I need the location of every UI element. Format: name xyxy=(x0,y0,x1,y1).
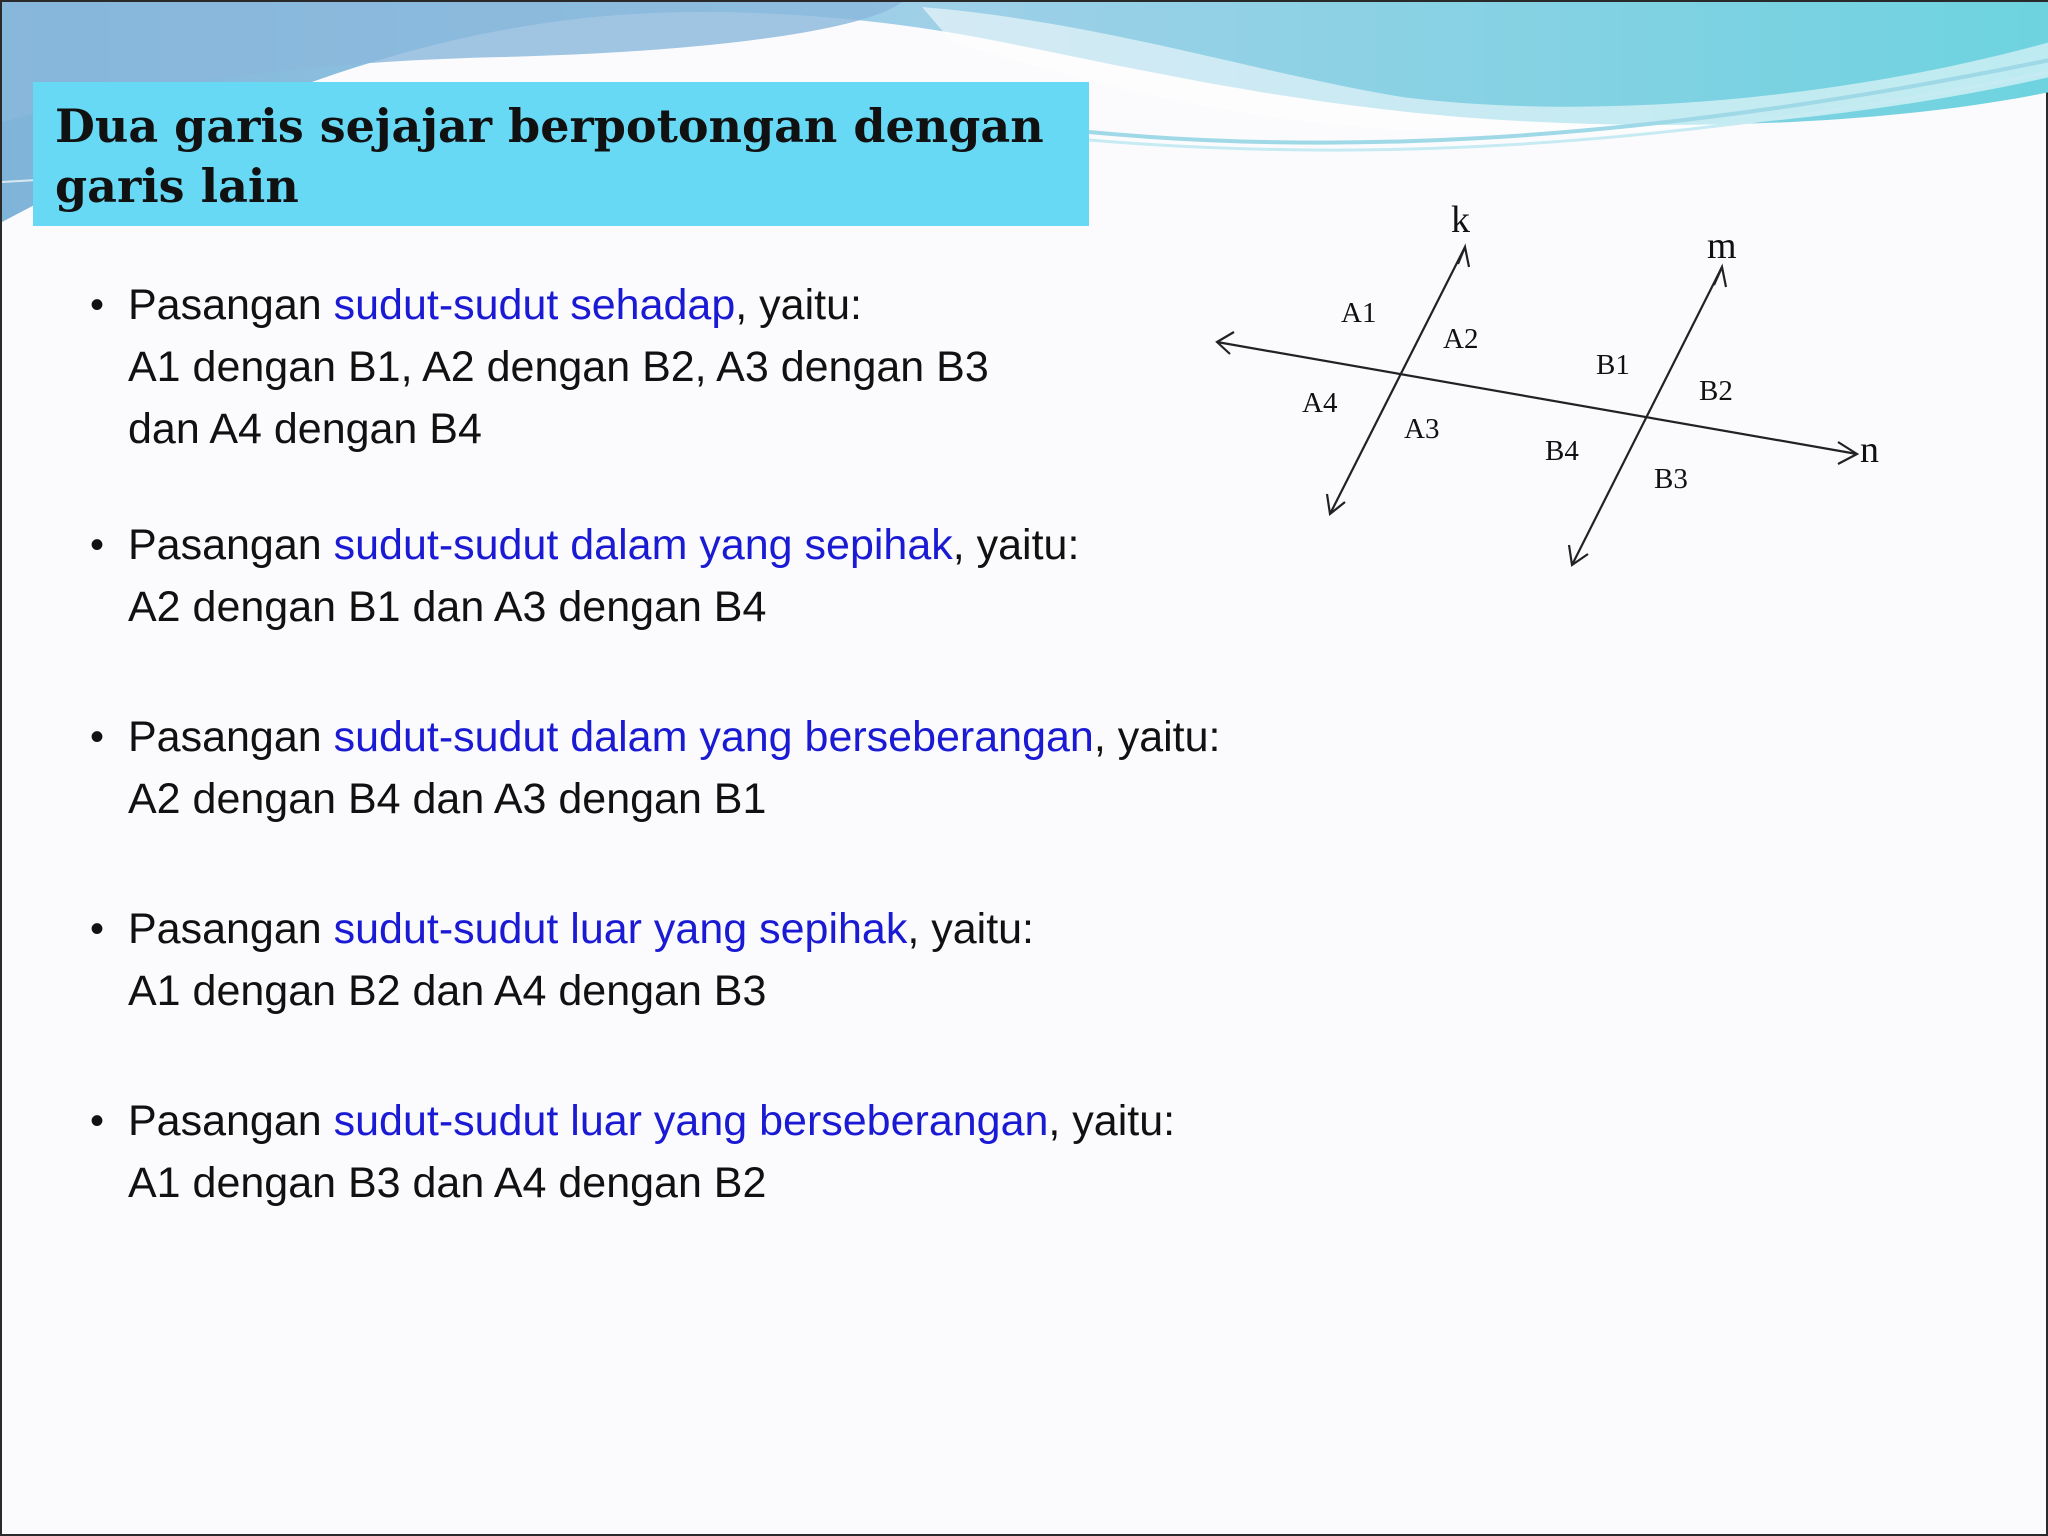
line-m xyxy=(1572,267,1722,565)
bullet-dot: • xyxy=(90,1099,105,1143)
bullet-prefix: Pasangan xyxy=(128,521,334,569)
title-box xyxy=(33,82,1089,226)
bullet-detail: A2 dengan B4 dan A3 dengan B1 xyxy=(128,775,767,823)
bullet-dot: • xyxy=(90,523,105,567)
bullet-dot: • xyxy=(90,715,105,759)
bullet-dot: • xyxy=(90,907,105,951)
bullet-item-sehadap xyxy=(84,274,1384,460)
label-angle-a2: A2 xyxy=(1443,323,1479,355)
arrowhead-m-down xyxy=(1569,545,1588,565)
bullet-prefix: Pasangan xyxy=(128,713,334,761)
line-k xyxy=(1330,247,1465,514)
bullet-heading xyxy=(84,706,1384,768)
bullet-suffix: , yaitu: xyxy=(735,281,862,329)
bullet-prefix: Pasangan xyxy=(128,1097,334,1145)
label-angle-b4: B4 xyxy=(1545,435,1579,467)
slide-title xyxy=(55,96,1067,216)
bullet-term: sudut-sudut luar yang berseberangan xyxy=(333,1097,1049,1145)
bullet-heading xyxy=(84,274,1384,336)
label-angle-a3: A3 xyxy=(1404,413,1440,445)
bullet-suffix: , yaitu: xyxy=(1093,713,1221,761)
bullet-item-dalam-berseberangan xyxy=(84,706,1384,830)
bullet-detail: A2 dengan B1 dan A3 dengan B4 xyxy=(128,583,767,631)
bullet-prefix: Pasangan xyxy=(128,905,334,953)
title-line-2: garis lain xyxy=(55,159,299,213)
bullet-item-dalam-sepihak xyxy=(84,514,1384,638)
bullet-term: sudut-sudut dalam yang berseberangan xyxy=(333,713,1094,761)
label-angle-b2: B2 xyxy=(1699,375,1733,407)
bullet-item-luar-berseberangan xyxy=(84,1090,1384,1214)
label-line-m: m xyxy=(1707,225,1737,267)
label-angle-a1: A1 xyxy=(1341,297,1377,329)
label-line-n: n xyxy=(1860,429,1879,471)
bullet-detail: A1 dengan B2 dan A4 dengan B3 xyxy=(128,967,767,1015)
bullet-term: sudut-sudut sehadap xyxy=(333,281,736,329)
bullet-item-luar-sepihak xyxy=(84,898,1384,1022)
bullet-prefix: Pasangan xyxy=(128,281,334,329)
bullet-term: sudut-sudut luar yang sepihak xyxy=(333,905,908,953)
bullet-dot: • xyxy=(90,283,105,327)
label-line-k: k xyxy=(1451,199,1470,241)
bullet-term: sudut-sudut dalam yang sepihak xyxy=(333,521,953,569)
bullet-detail: dan A4 dengan B4 xyxy=(128,405,482,453)
bullet-suffix: , yaitu: xyxy=(952,521,1080,569)
bullet-heading xyxy=(84,898,1384,960)
bullet-detail: A1 dengan B1, A2 dengan B2, A3 dengan B3 xyxy=(128,343,989,391)
bullet-heading xyxy=(84,1090,1384,1152)
bullet-heading xyxy=(84,514,1384,576)
bullet-suffix: , yaitu: xyxy=(907,905,1034,953)
label-angle-b3: B3 xyxy=(1654,463,1688,495)
title-line-1: Dua garis sejajar berpotongan dengan xyxy=(55,99,1044,153)
label-angle-a4: A4 xyxy=(1302,387,1338,419)
label-angle-b1: B1 xyxy=(1596,349,1630,381)
bullet-suffix: , yaitu: xyxy=(1048,1097,1176,1145)
bullet-detail: A1 dengan B3 dan A4 dengan B2 xyxy=(128,1159,767,1207)
parallel-lines-diagram xyxy=(1202,192,1902,582)
